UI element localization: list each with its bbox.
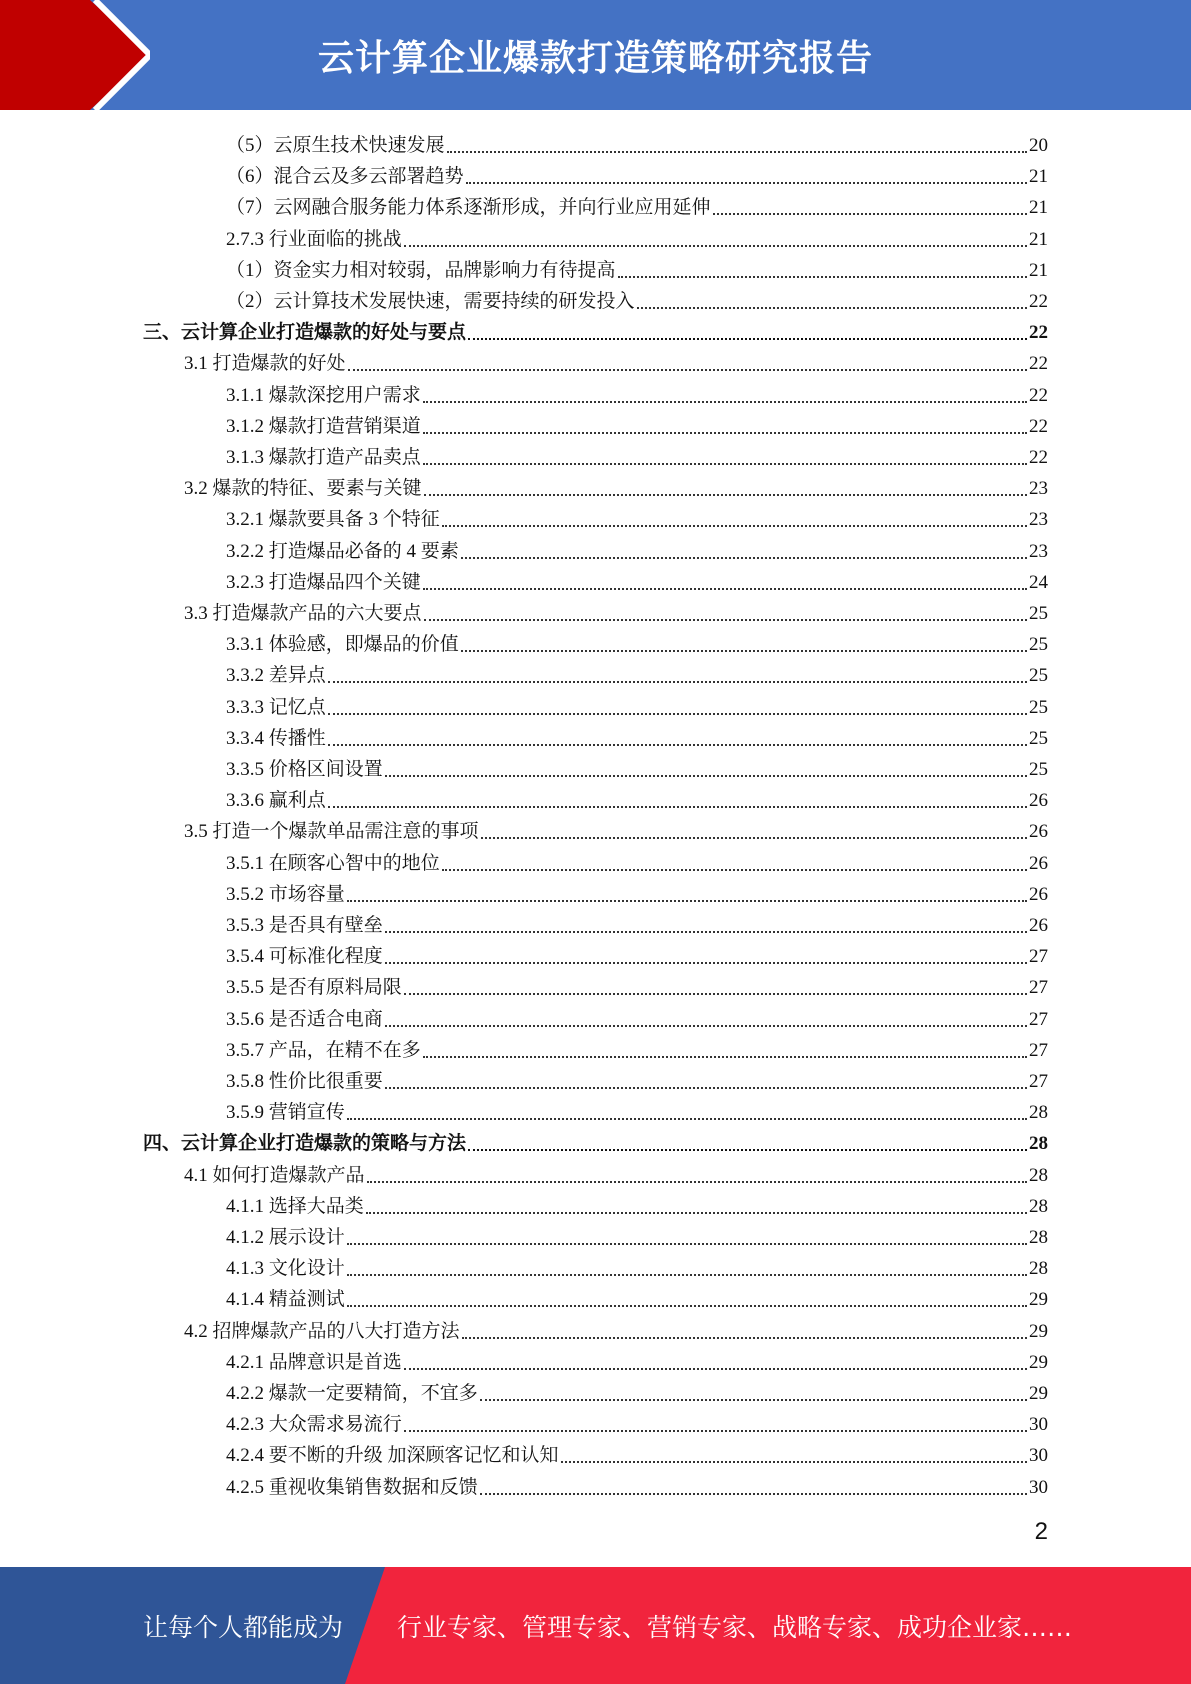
toc-entry-page: 22 (1029, 291, 1048, 312)
toc-dot-leader (404, 245, 1027, 247)
toc-entry-page: 26 (1029, 790, 1048, 812)
toc-entry-page: 22 (1029, 353, 1048, 375)
toc-dot-leader (404, 993, 1027, 995)
toc-entry-label: 3.2.3 打造爆品四个关键 (226, 571, 421, 593)
toc-entry[interactable] (184, 1157, 1048, 1188)
toc-entry[interactable] (226, 782, 1048, 813)
toc-dot-leader (404, 1430, 1027, 1432)
toc-entry-label: 3.5.5 是否有原料局限 (226, 977, 402, 999)
toc-entry-label: 3.3.6 赢利点 (226, 790, 326, 812)
toc-dot-leader (423, 432, 1027, 434)
toc-entry-page: 23 (1029, 478, 1048, 500)
footer-slogan-left: 让每个人都能成为 (143, 1612, 344, 1642)
toc-entry[interactable] (226, 1063, 1048, 1094)
toc-dot-leader (423, 463, 1027, 465)
toc-entry-label: 3.5.3 是否具有壁垒 (226, 915, 383, 936)
toc-entry-label: 4.1.1 选择大品类 (226, 1195, 364, 1217)
toc-entry-page: 27 (1029, 946, 1048, 968)
toc-entry-page: 22 (1029, 322, 1048, 344)
toc-entry-label: 3.1 打造爆款的好处 (184, 353, 346, 375)
toc-entry[interactable] (226, 158, 1048, 189)
toc-entry-page: 26 (1029, 852, 1048, 874)
toc-entry-label: 3.3 打造爆款产品的六大要点 (184, 603, 422, 624)
toc-dot-leader (328, 744, 1027, 746)
toc-entry-page: 23 (1029, 540, 1048, 562)
page-header (0, 0, 1191, 110)
toc-entry-label: 4.1.3 文化设计 (226, 1258, 345, 1280)
toc-entry-label: 4.2 招牌爆款产品的八大打造方法 (184, 1320, 460, 1342)
toc-entry-page: 24 (1029, 571, 1048, 593)
toc-entry-page: 29 (1029, 1320, 1048, 1342)
toc-entry-page: 22 (1029, 447, 1048, 468)
toc-entry-label: 3.3.1 体验感，即爆品的价值 (226, 634, 459, 656)
toc-entry[interactable] (226, 252, 1048, 283)
toc-entry[interactable] (226, 1188, 1048, 1219)
toc-entry[interactable] (226, 1375, 1048, 1406)
footer-slogan-right: 行业专家、管理专家、营销专家、战略专家、成功企业家…… (397, 1612, 1073, 1642)
report-title: 云计算企业爆款打造策略研究报告 (317, 37, 873, 79)
toc-entry[interactable] (226, 626, 1048, 657)
toc-dot-leader (442, 525, 1027, 527)
toc-entry[interactable] (226, 1094, 1048, 1125)
toc-entry-label: 四、云计算企业打造爆款的策略与方法 (143, 1133, 467, 1155)
toc-entry-label: （6）混合云及多云部署趋势 (226, 166, 464, 188)
toc-dot-leader (404, 1368, 1027, 1370)
toc-entry-page: 25 (1029, 634, 1048, 656)
toc-chapter-entry[interactable] (143, 314, 1048, 345)
toc-dot-leader (423, 1056, 1027, 1058)
toc-entry-label: （1）资金实力相对较弱，品牌影响力有待提高 (226, 259, 616, 281)
toc-entry[interactable] (226, 1032, 1048, 1063)
toc-entry-label: 3.2.2 打造爆品必备的 4 要素 (226, 540, 459, 562)
toc-dot-leader (385, 962, 1027, 964)
toc-entry[interactable] (184, 813, 1048, 844)
toc-entry-label: 3.2.1 爆款要具备 3 个特征 (226, 509, 440, 531)
toc-entry[interactable] (226, 1406, 1048, 1437)
toc-dot-leader (423, 588, 1027, 590)
toc-entry-label: 3.5 打造一个爆款单品需注意的事项 (184, 821, 479, 843)
toc-entry-label: 3.3.3 记忆点 (226, 696, 326, 718)
toc-dot-leader (385, 775, 1027, 777)
toc-entry-page: 29 (1029, 1383, 1048, 1404)
toc-dot-leader (424, 494, 1027, 496)
toc-entry-label: 3.3.4 传播性 (226, 727, 326, 749)
page-number: 2 (1034, 1518, 1048, 1545)
toc-entry-page: 26 (1029, 915, 1048, 936)
toc-entry-label: 3.5.2 市场容量 (226, 883, 345, 905)
toc-entry[interactable] (226, 845, 1048, 876)
toc-dot-leader (385, 1025, 1027, 1027)
toc-entry-page: 28 (1029, 1164, 1048, 1186)
toc-dot-leader (468, 338, 1027, 340)
toc-entry-page: 21 (1029, 166, 1048, 188)
toc-entry-page: 30 (1029, 1414, 1048, 1436)
toc-entry-page: 22 (1029, 415, 1048, 437)
toc-dot-leader (348, 369, 1027, 371)
toc-entry-label: 3.1.1 爆款深挖用户需求 (226, 384, 421, 406)
page-footer (0, 1567, 1191, 1684)
toc-dot-leader (442, 869, 1027, 871)
toc-entry-page: 26 (1029, 883, 1048, 905)
toc-entry-label: 4.2.3 大众需求易流行 (226, 1414, 402, 1436)
toc-dot-leader (385, 1087, 1027, 1089)
toc-entry[interactable] (226, 1250, 1048, 1281)
toc-entry-page: 21 (1029, 228, 1048, 250)
toc-entry-label: 4.2.1 品牌意识是首选 (226, 1351, 402, 1373)
toc-dot-leader (713, 213, 1027, 215)
toc-entry[interactable] (226, 377, 1048, 408)
toc-entry[interactable] (226, 1001, 1048, 1032)
toc-entry-page: 28 (1029, 1258, 1048, 1280)
toc-entry[interactable] (184, 595, 1048, 626)
toc-entry-page: 29 (1029, 1351, 1048, 1373)
toc-dot-leader (637, 307, 1027, 309)
toc-entry[interactable] (226, 127, 1048, 158)
toc-entry-page: 25 (1029, 727, 1048, 749)
toc-entry-label: 3.5.1 在顾客心智中的地位 (226, 852, 440, 874)
toc-entry[interactable] (226, 907, 1048, 938)
toc-dot-leader (461, 650, 1027, 652)
toc-dot-leader (347, 1305, 1027, 1307)
toc-entry-page: 28 (1029, 1133, 1048, 1155)
toc-entry[interactable] (226, 720, 1048, 751)
toc-entry-label: 3.3.5 价格区间设置 (226, 759, 383, 780)
toc-entry-page: 23 (1029, 509, 1048, 531)
toc-dot-leader (462, 1337, 1027, 1339)
toc-entry-label: 3.5.6 是否适合电商 (226, 1008, 383, 1030)
toc-dot-leader (347, 1118, 1027, 1120)
toc-entry-page: 25 (1029, 603, 1048, 624)
header-arrow-decoration (0, 0, 150, 110)
toc-entry-label: （2）云计算技术发展快速，需要持续的研发投入 (226, 291, 635, 312)
toc-entry[interactable] (226, 689, 1048, 720)
toc-dot-leader (480, 1493, 1027, 1495)
toc-dot-leader (461, 557, 1027, 559)
toc-dot-leader (385, 931, 1027, 933)
toc-entry[interactable] (184, 470, 1048, 501)
toc-entry-label: 3.2 爆款的特征、要素与关键 (184, 478, 422, 500)
toc-entry[interactable] (226, 189, 1048, 220)
toc-dot-leader (347, 1243, 1027, 1245)
toc-dot-leader (347, 900, 1027, 902)
toc-dot-leader (481, 837, 1027, 839)
toc-entry-page: 28 (1029, 1102, 1048, 1124)
toc-entry-page: 27 (1029, 977, 1048, 999)
toc-entry[interactable] (226, 1437, 1048, 1468)
toc-dot-leader (367, 1181, 1027, 1183)
toc-entry[interactable] (184, 1313, 1048, 1344)
toc-entry-label: （7）云网融合服务能力体系逐渐形成，并向行业应用延伸 (226, 197, 711, 219)
toc-entry-label: 3.5.4 可标准化程度 (226, 946, 383, 968)
toc-dot-leader (424, 619, 1027, 621)
toc-entry[interactable] (226, 1469, 1048, 1500)
toc-entry[interactable] (226, 408, 1048, 439)
toc-entry[interactable] (226, 1219, 1048, 1250)
toc-chapter-entry[interactable] (143, 1125, 1048, 1156)
toc-entry-page: 30 (1029, 1476, 1048, 1498)
toc-entry-page: 28 (1029, 1227, 1048, 1248)
toc-entry[interactable] (226, 1344, 1048, 1375)
toc-entry-page: 30 (1029, 1445, 1048, 1467)
toc-dot-leader (347, 1274, 1027, 1276)
toc-dot-leader (328, 713, 1027, 715)
toc-dot-leader (423, 401, 1027, 403)
toc-entry-page: 20 (1029, 135, 1048, 156)
toc-entry-label: （5）云原生技术快速发展 (226, 135, 445, 156)
toc-entry[interactable] (226, 876, 1048, 907)
toc-entry[interactable] (226, 221, 1048, 252)
toc-entry[interactable] (226, 657, 1048, 688)
toc-dot-leader (561, 1461, 1027, 1463)
toc-dot-leader (328, 806, 1027, 808)
toc-dot-leader (618, 276, 1027, 278)
toc-entry-page: 21 (1029, 197, 1048, 219)
toc-dot-leader (447, 151, 1027, 153)
toc-dot-leader (480, 1399, 1027, 1401)
toc-dot-leader (366, 1212, 1027, 1214)
toc-entry-page: 29 (1029, 1289, 1048, 1311)
toc-entry-label: 4.2.5 重视收集销售数据和反馈 (226, 1476, 478, 1498)
toc-entry-page: 22 (1029, 384, 1048, 406)
toc-entry[interactable] (226, 969, 1048, 1000)
toc-entry-label: 3.5.8 性价比很重要 (226, 1071, 383, 1092)
toc-dot-leader (468, 1149, 1027, 1151)
toc-entry[interactable] (226, 1281, 1048, 1312)
toc-entry-label: 3.1.3 爆款打造产品卖点 (226, 447, 421, 468)
toc-entry-label: 4.2.4 要不断的升级 加深顾客记忆和认知 (226, 1445, 559, 1467)
toc-entry-label: 4.1.4 精益测试 (226, 1289, 345, 1311)
toc-entry[interactable] (184, 345, 1048, 376)
toc-entry-page: 25 (1029, 696, 1048, 718)
toc-dot-leader (328, 681, 1027, 683)
toc-entry-page: 25 (1029, 759, 1048, 780)
toc-entry-page: 28 (1029, 1195, 1048, 1217)
toc-entry-page: 27 (1029, 1039, 1048, 1061)
toc-entry[interactable] (226, 938, 1048, 969)
toc-entry-page: 26 (1029, 821, 1048, 843)
toc-entry-label: 3.5.7 产品，在精不在多 (226, 1039, 421, 1061)
toc-entry[interactable] (226, 439, 1048, 470)
toc-dot-leader (466, 182, 1027, 184)
toc-entry-label: 3.5.9 营销宣传 (226, 1102, 345, 1124)
toc-entry-page: 27 (1029, 1008, 1048, 1030)
toc-entry[interactable] (226, 564, 1048, 595)
toc-entry-label: 3.3.2 差异点 (226, 665, 326, 687)
toc-entry[interactable] (226, 533, 1048, 564)
toc-entry-label: 三、云计算企业打造爆款的好处与要点 (143, 322, 467, 344)
toc-entry-page: 25 (1029, 665, 1048, 687)
toc-entry-label: 4.1.2 展示设计 (226, 1227, 345, 1248)
toc-entry-label: 4.1 如何打造爆款产品 (184, 1164, 365, 1186)
toc-entry-page: 27 (1029, 1071, 1048, 1092)
toc-entry[interactable] (226, 751, 1048, 782)
toc-entry-label: 2.7.3 行业面临的挑战 (226, 228, 402, 250)
toc-entry-label: 4.2.2 爆款一定要精简，不宜多 (226, 1383, 478, 1404)
toc-entry-label: 3.1.2 爆款打造营销渠道 (226, 415, 421, 437)
toc-entry[interactable] (226, 501, 1048, 532)
toc-entry-page: 21 (1029, 259, 1048, 281)
toc-entry[interactable] (226, 283, 1048, 314)
